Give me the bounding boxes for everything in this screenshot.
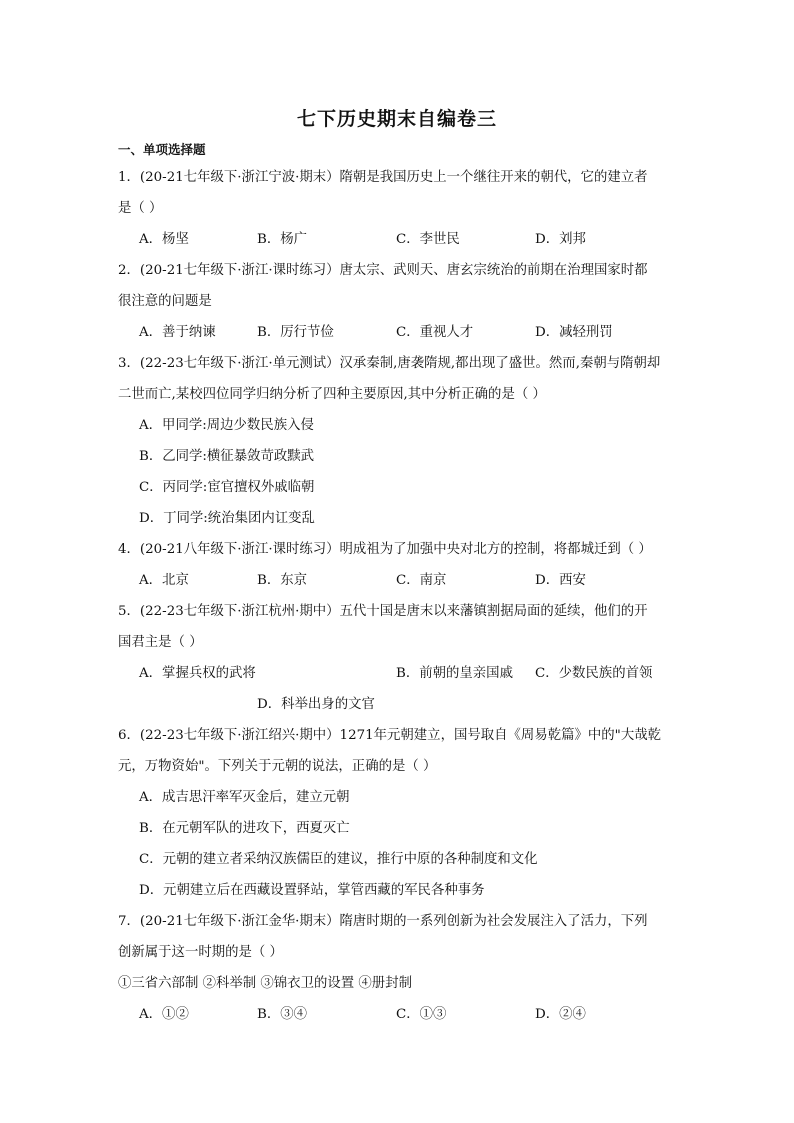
question-3-line-1: 3．(22-23七年级下·浙江·单元测试）汉承秦制,唐袭隋规,都出现了盛世。然而,秦朝与隋朝却 <box>118 356 661 371</box>
question-1-line-2: 是（ ） <box>118 201 163 216</box>
question-4-option-c: C．南京 <box>396 573 447 588</box>
question-3-option-c: C．丙同学:宦官擅权外戚临朝 <box>139 480 315 495</box>
question-6-line-2: 元，万物资始"。下列关于元朝的说法，正确的是（ ） <box>118 759 437 774</box>
question-7-line-1: 7．(20-21七年级下·浙江金华·期末）隋唐时期的一系列创新为社会发展注入了活力，下列 <box>118 914 648 929</box>
question-6-option-a: A．成吉思汗率军灭金后，建立元朝 <box>139 790 350 805</box>
question-4-option-d: D．西安 <box>535 573 586 588</box>
question-2-line-1: 2．(20-21七年级下·浙江·课时练习）唐太宗、武则天、唐玄宗统治的前期在治理国家时都 <box>118 263 648 278</box>
question-3-line-2: 二世而亡,某校四位同学归纳分析了四种主要原因,其中分析正确的是（ ） <box>118 387 546 402</box>
question-7-option-d: D．②④ <box>535 1007 586 1022</box>
question-5-line-2: 国君主是（ ） <box>118 635 203 650</box>
question-1-line-1: 1．(20-21七年级下·浙江宁波·期末）隋朝是我国历史上一个继往开来的朝代，它的建立者 <box>118 170 648 185</box>
question-3-option-d: D．丁同学:统治集团内讧变乱 <box>139 511 315 526</box>
question-2-line-2: 很注意的问题是 <box>118 294 212 309</box>
question-1-option-d: D．刘邦 <box>535 232 586 247</box>
page-title: 七下历史期末自编卷三 <box>296 108 497 130</box>
question-5-option-d: D．科举出身的文官 <box>257 697 375 712</box>
question-2-option-b: B．厉行节俭 <box>257 325 334 340</box>
question-4-option-b: B．东京 <box>257 573 308 588</box>
question-6-option-d: D．元朝建立后在西藏设置驿站，掌管西藏的军民各种事务 <box>139 883 485 898</box>
question-2-option-a: A．善于纳谏 <box>139 325 216 340</box>
question-4-line-1: 4．(20-21八年级下·浙江·课时练习）明成祖为了加强中央对北方的控制，将都城迁到（ ） <box>118 542 652 557</box>
question-7-option-c: C．①③ <box>396 1007 447 1022</box>
question-4-option-a: A．北京 <box>139 573 189 588</box>
question-7-option-a: A．①② <box>139 1007 189 1022</box>
question-7-statements: ①三省六部制 ②科举制 ③锦衣卫的设置 ④册封制 <box>118 976 412 991</box>
question-2-option-d: D．减轻刑罚 <box>535 325 613 340</box>
question-1-option-a: A．杨坚 <box>139 232 189 247</box>
question-5-option-c: C．少数民族的首领 <box>535 666 653 681</box>
question-5-option-b: B．前朝的皇亲国戚 <box>396 666 513 681</box>
question-3-option-a: A．甲同学:周边少数民族入侵 <box>139 418 314 433</box>
question-6-line-1: 6．(22-23七年级下·浙江绍兴·期中）1271年元朝建立，国号取自《周易乾篇》中的"大哉乾 <box>118 728 661 743</box>
question-3-option-b: B．乙同学:横征暴敛苛政黩武 <box>139 449 315 464</box>
question-5-line-1: 5．(22-23七年级下·浙江杭州·期中）五代十国是唐末以来藩镇割据局面的延续，他们的开 <box>118 604 648 619</box>
question-7-option-b: B．③④ <box>257 1007 308 1022</box>
question-5-option-a: A．掌握兵权的武将 <box>139 666 256 681</box>
question-1-option-c: C．李世民 <box>396 232 460 247</box>
question-7-line-2: 创新属于这一时期的是（ ） <box>118 945 283 960</box>
question-2-option-c: C．重视人才 <box>396 325 474 340</box>
question-6-option-c: C．元朝的建立者采纳汉族儒臣的建议，推行中原的各种制度和文化 <box>139 852 538 867</box>
question-1-option-b: B．杨广 <box>257 232 308 247</box>
section-heading: 一、单项选择题 <box>118 142 206 157</box>
question-6-option-b: B．在元朝军队的进攻下，西夏灭亡 <box>139 821 350 836</box>
